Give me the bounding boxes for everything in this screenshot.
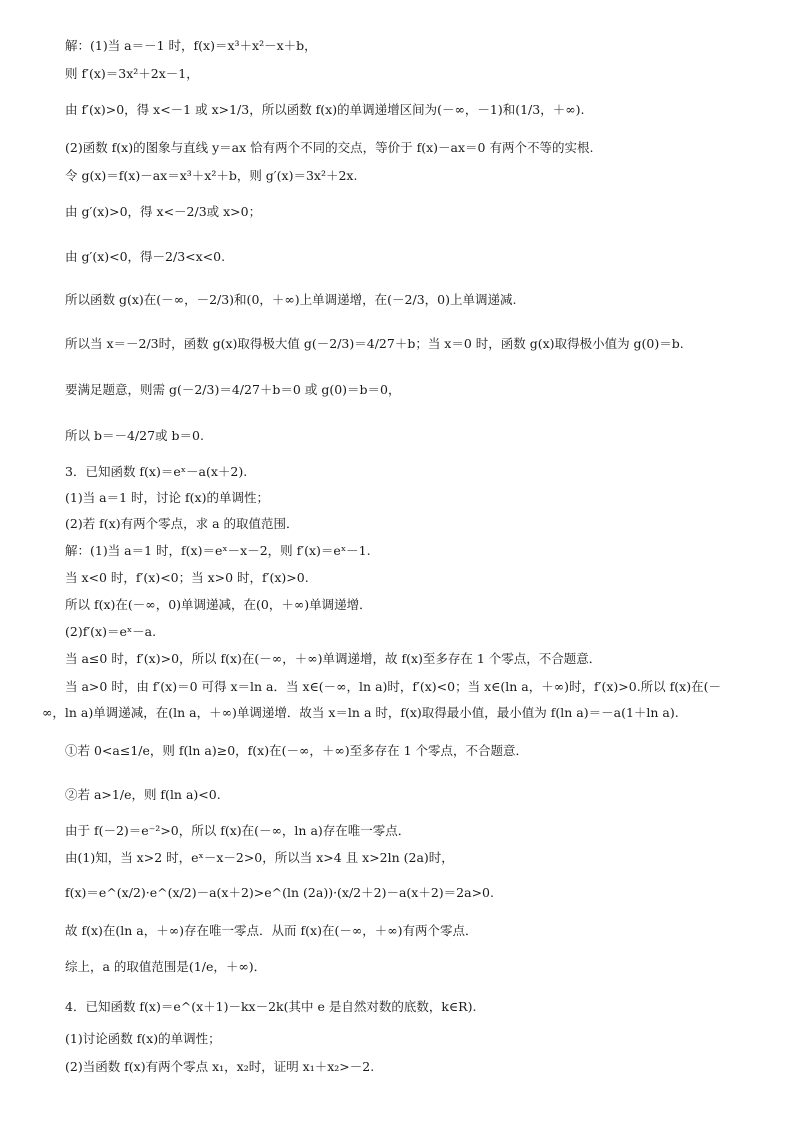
question-heading: 3．已知函数 f(x)＝eˣ－a(x＋2). <box>65 464 248 479</box>
text-line: 要满足题意，则需 g(－2/3)＝4/27＋b＝0 或 g(0)＝b＝0， <box>65 382 401 397</box>
text-line: ∞，ln a)单调递减，在(ln a，＋∞)单调递增．故当 x＝ln a 时，f(x)取得最小值，最小值为 f(ln a)＝－a(1＋ln a). <box>42 705 679 720</box>
text-line: (2)f′(x)＝eˣ－a. <box>65 624 157 639</box>
text-line: (1)当 a＝1 时，讨论 f(x)的单调性； <box>65 490 269 505</box>
text-line: 当 a≤0 时，f′(x)>0，所以 f(x)在(－∞，＋∞)单调递增，故 f(x)至多存在 1 个零点，不合题意． <box>65 651 602 666</box>
text-line: (1)讨论函数 f(x)的单调性； <box>65 1031 221 1046</box>
text-line: 由于 f(－2)＝e⁻²>0，所以 f(x)在(－∞，ln a)存在唯一零点． <box>65 823 411 838</box>
text-line: 所以 f(x)在(－∞，0)单调递减，在(0，＋∞)单调递增． <box>65 597 372 612</box>
text-line: 当 x<0 时，f′(x)<0；当 x>0 时，f′(x)>0. <box>65 570 309 585</box>
text-line: 当 a>0 时，由 f′(x)＝0 可得 x＝ln a．当 x∈(－∞，ln a)时，f′(x)<0；当 x∈(ln a，＋∞)时，f′(x)>0.所以 f(x)在(－ <box>65 679 721 694</box>
question-heading: 4．已知函数 f(x)＝e^(x＋1)－kx－2k(其中 e 是自然对数的底数，k∈R). <box>65 999 477 1014</box>
text-line: 由 g′(x)<0，得－2/3<x<0. <box>65 249 226 264</box>
text-line: 所以 b＝－4/27或 b＝0. <box>65 428 204 443</box>
text-line: 则 f′(x)＝3x²＋2x－1， <box>65 66 199 81</box>
text-line: (2)当函数 f(x)有两个零点 x₁，x₂时，证明 x₁＋x₂>－2. <box>65 1059 375 1074</box>
text-line: (2)函数 f(x)的图象与直线 y＝ax 恰有两个不同的交点，等价于 f(x)－ax＝0 有两个不等的实根. <box>65 140 594 155</box>
text-line: 令 g(x)＝f(x)－ax＝x³＋x²＋b，则 g′(x)＝3x²＋2x. <box>65 168 358 183</box>
text-line: 由 g′(x)>0，得 x<－2/3或 x>0； <box>65 204 262 219</box>
text-line: ②若 a>1/e，则 f(ln a)<0. <box>65 787 221 802</box>
text-line: f(x)＝e^(x/2)·e^(x/2)－a(x＋2)>e^(ln (2a))·(x/2＋2)－a(x＋2)＝2a>0. <box>65 885 494 900</box>
text-line: (2)若 f(x)有两个零点，求 a 的取值范围． <box>65 516 299 531</box>
text-line: 所以函数 g(x)在(－∞，－2/3)和(0，＋∞)上单调递增，在(－2/3，0)上单调递减. <box>65 292 517 307</box>
text-line: ①若 0<a≤1/e，则 f(ln a)≥0，f(x)在(－∞，＋∞)至多存在 1 个零点，不合题意． <box>65 743 529 758</box>
text-line: 解：(1)当 a＝－1 时，f(x)＝x³＋x²－x＋b， <box>65 38 317 53</box>
text-line: 综上，a 的取值范围是(1/e，＋∞)． <box>65 959 267 974</box>
text-line: 由(1)知，当 x>2 时，eˣ－x－2>0，所以当 x>4 且 x>2ln (2a)时， <box>65 850 454 865</box>
text-line: 解：(1)当 a＝1 时，f(x)＝eˣ－x－2，则 f′(x)＝eˣ－1. <box>65 543 371 558</box>
text-line: 所以当 x＝－2/3时，函数 g(x)取得极大值 g(－2/3)＝4/27＋b；当 x＝0 时，函数 g(x)取得极小值为 g(0)＝b. <box>65 336 684 351</box>
text-line: 故 f(x)在(ln a，＋∞)存在唯一零点．从而 f(x)在(－∞，＋∞)有两个零点． <box>65 923 478 938</box>
text-line: 由 f′(x)>0，得 x<－1 或 x>1/3，所以函数 f(x)的单调递增区间为(－∞，－1)和(1/3，＋∞). <box>65 102 585 117</box>
